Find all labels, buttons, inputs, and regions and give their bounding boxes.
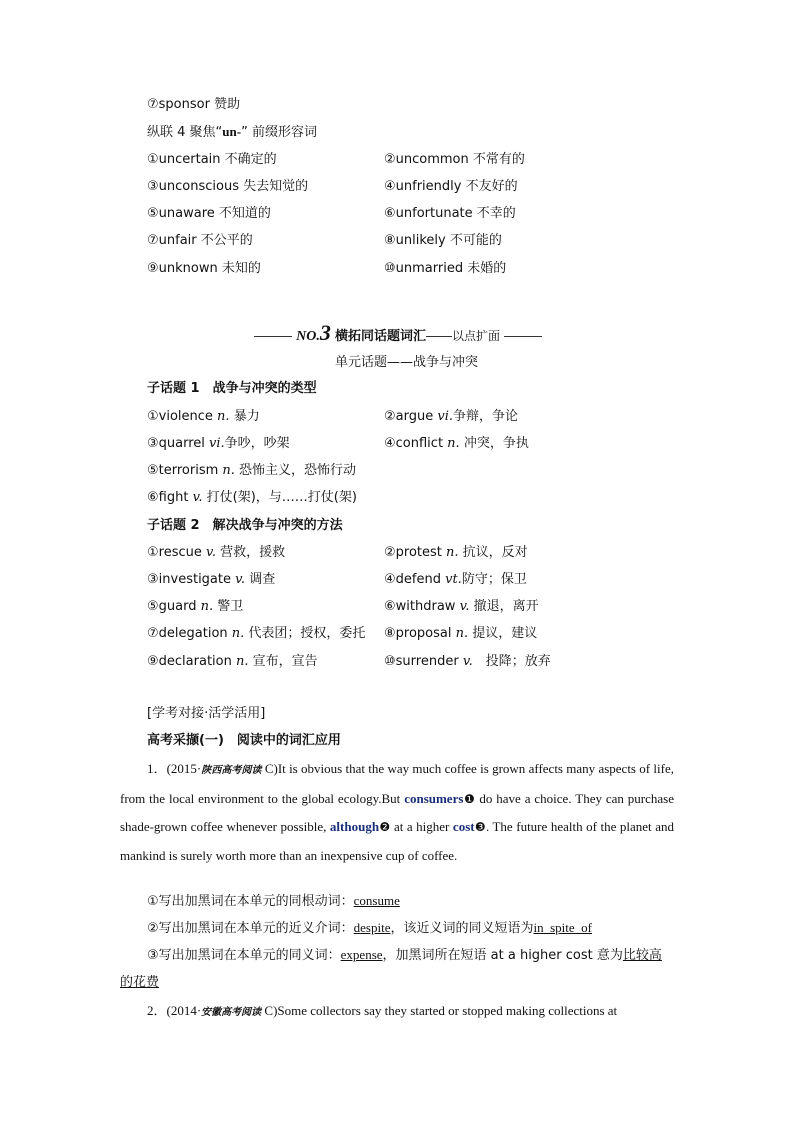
section-header: NO.3 横拓同话题词汇 以点扩面 bbox=[254, 320, 570, 342]
answer-despite: despite bbox=[353, 920, 391, 935]
vocab-conflict: ④conflict n. 冲突，争执 bbox=[384, 436, 529, 451]
un-word-2: ②uncommon 不常有的 bbox=[384, 152, 525, 167]
vocab-violence: ①violence n. 暴力 bbox=[147, 409, 260, 424]
vocab-declaration: ⑨declaration n. 宣布，宣告 bbox=[147, 654, 318, 669]
answer-1: ①写出加黑词在本单元的同根动词：consume bbox=[147, 893, 400, 909]
vocab-surrender: ⑩surrender v. 投降；放弃 bbox=[384, 654, 551, 669]
vocab-withdraw: ⑥withdraw v. 撤退，离开 bbox=[384, 599, 539, 614]
subtopic1-heading: 子话题 1 战争与冲突的类型 bbox=[147, 381, 317, 396]
vocab-delegation: ⑦delegation n. 代表团；授权，委托 bbox=[147, 626, 366, 641]
un-word-4: ④unfriendly 不友好的 bbox=[384, 179, 518, 194]
un-word-9: ⑨unknown 未知的 bbox=[147, 261, 261, 276]
vocab-guard: ⑤guard n. 警卫 bbox=[147, 599, 244, 614]
marker-3: ❸ bbox=[474, 820, 486, 834]
answer-3: ③写出加黑词在本单元的同义词：expense，加黑词所在短语 at a higher cost 意为比较高 bbox=[147, 947, 662, 963]
keyword-consumers: consumers bbox=[404, 790, 464, 806]
answer-expense: expense bbox=[340, 947, 383, 962]
marker-2: ❷ bbox=[379, 820, 391, 834]
answer-meaning-a: 比较高 bbox=[622, 948, 662, 963]
vocab-fight: ⑥fight v. 打仗(架)，与……打仗(架) bbox=[147, 490, 357, 505]
marker-1: ❶ bbox=[463, 791, 476, 806]
answer-2: ②写出加黑词在本单元的近义介词：despite，该近义词的同义短语为in_spite_of bbox=[147, 920, 592, 936]
un-word-10: ⑩unmarried 未婚的 bbox=[384, 261, 507, 276]
question-2: 2．(2014·安徽高考阅读 C)Some collectors say they started or stopped making collections at bbox=[147, 1003, 618, 1018]
vocab-investigate: ③investigate v. 调查 bbox=[147, 572, 276, 587]
section-title: 横拓同话题词汇 bbox=[335, 329, 427, 344]
answer-in-spite-of: in_spite_of bbox=[533, 920, 592, 935]
un-word-3: ③unconscious 失去知觉的 bbox=[147, 179, 309, 194]
vocab-argue: ②argue vi.争辩，争论 bbox=[384, 409, 519, 424]
answer-meaning-b: 的花费 bbox=[120, 975, 160, 990]
vocab-protest: ②protest n. 抗议，反对 bbox=[384, 545, 528, 560]
sponsor-line: ⑦sponsor 赞助 bbox=[147, 97, 241, 112]
vocab-terrorism: ⑤terrorism n. 恐怖主义，恐怖行动 bbox=[147, 463, 357, 478]
answer-3-cont bbox=[120, 975, 159, 991]
vocab-rescue: ①rescue v. 营救，援救 bbox=[147, 545, 286, 560]
keyword-although: although bbox=[329, 819, 380, 834]
vocab-defend: ④defend vt.防守；保卫 bbox=[384, 572, 527, 587]
header-rule-right bbox=[504, 336, 542, 337]
header-rule-left bbox=[254, 336, 292, 337]
practice-bracket: [学考对接·活学活用] bbox=[147, 706, 266, 721]
header-rule-mid bbox=[426, 336, 452, 337]
answer-consume: consume bbox=[353, 893, 400, 908]
un-word-1: ①uncertain 不确定的 bbox=[147, 152, 277, 167]
vocab-proposal: ⑧proposal n. 提议，建议 bbox=[384, 626, 538, 641]
unit-topic: 单元话题——战争与冲突 bbox=[335, 355, 479, 370]
subtopic2-heading: 子话题 2 解决战争与冲突的方法 bbox=[147, 518, 343, 533]
practice-heading: 高考采撷(一) 阅读中的词汇应用 bbox=[147, 733, 341, 748]
un-word-6: ⑥unfortunate 不幸的 bbox=[384, 206, 516, 221]
link4-heading: 纵联 4 聚焦“un-” 前缀形容词 bbox=[147, 124, 317, 140]
un-word-8: ⑧unlikely 不可能的 bbox=[384, 233, 502, 248]
section-subtitle: 以点扩面 bbox=[452, 329, 501, 343]
question-1: 1．(2015·陕西高考阅读 C)It is obvious that the way much coffee is grown affects many aspects of life, from the local environment to the global ecology.But consumers❶ do have a choice. They can purchase shade-grown coffee whenever possible, although❷ at a higher cost❸. The future health of the planet and mankind is surely worth more than an inexpensive cup of coffee. bbox=[120, 761, 675, 863]
un-word-7: ⑦unfair 不公平的 bbox=[147, 233, 253, 248]
un-word-5: ⑤unaware 不知道的 bbox=[147, 206, 271, 221]
vocab-quarrel: ③quarrel vi.争吵，吵架 bbox=[147, 436, 290, 451]
keyword-cost: cost bbox=[452, 819, 475, 834]
